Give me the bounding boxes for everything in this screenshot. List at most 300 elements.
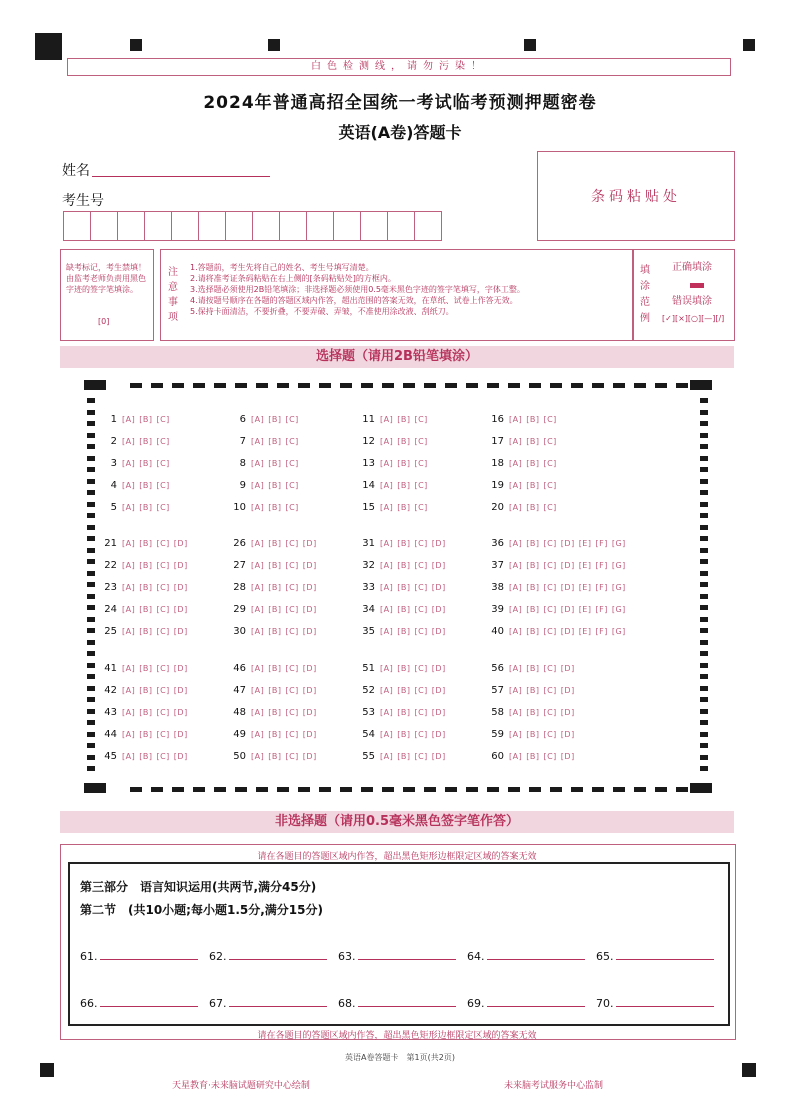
- timing-mark: [172, 383, 184, 388]
- answer-bubble[interactable]: [B]: [268, 708, 282, 717]
- answer-bubble[interactable]: [D]: [173, 686, 188, 695]
- student-id-cell[interactable]: [171, 211, 199, 241]
- answer-bubble[interactable]: [C]: [285, 459, 299, 468]
- answer-bubble[interactable]: [A]: [509, 605, 523, 614]
- answer-bubble[interactable]: [D]: [302, 686, 317, 695]
- answer-bubble[interactable]: [D]: [173, 539, 188, 548]
- answer-bubble[interactable]: [C]: [543, 459, 557, 468]
- answer-bubble[interactable]: [D]: [173, 605, 188, 614]
- answer-bubble[interactable]: [A]: [380, 561, 394, 570]
- answer-bubble[interactable]: [A]: [251, 481, 265, 490]
- answer-bubble[interactable]: [C]: [285, 561, 299, 570]
- answer-bubble[interactable]: [A]: [509, 415, 523, 424]
- student-id-cell[interactable]: [279, 211, 307, 241]
- blank-line[interactable]: [616, 949, 714, 960]
- answer-bubble[interactable]: [G]: [611, 539, 626, 548]
- answer-bubble[interactable]: [C]: [285, 730, 299, 739]
- blank-line[interactable]: [358, 996, 456, 1007]
- answer-bubble[interactable]: [A]: [380, 583, 394, 592]
- student-id-cell[interactable]: [117, 211, 145, 241]
- answer-bubble[interactable]: [C]: [543, 437, 557, 446]
- answer-bubble[interactable]: [A]: [380, 627, 394, 636]
- answer-bubble[interactable]: [B]: [397, 752, 411, 761]
- answer-bubble[interactable]: [A]: [122, 708, 136, 717]
- answer-bubble[interactable]: [C]: [414, 583, 428, 592]
- answer-bubble[interactable]: [C]: [156, 752, 170, 761]
- answer-bubble[interactable]: [B]: [397, 481, 411, 490]
- student-id-cell[interactable]: [144, 211, 172, 241]
- free-response-header: 非选择题（请用0.5毫米黑色签字笔作答）: [60, 811, 734, 833]
- answer-bubble[interactable]: [D]: [173, 627, 188, 636]
- answer-bubble[interactable]: [C]: [543, 627, 557, 636]
- answer-bubble[interactable]: [B]: [397, 415, 411, 424]
- question-49: [230, 729, 321, 740]
- answer-bubble[interactable]: [B]: [397, 583, 411, 592]
- answer-bubble[interactable]: [E]: [578, 605, 592, 614]
- answer-bubble[interactable]: [C]: [156, 583, 170, 592]
- blank-line[interactable]: [487, 996, 585, 1007]
- answer-bubble[interactable]: [A]: [251, 708, 265, 717]
- answer-bubble[interactable]: [B]: [397, 561, 411, 570]
- answer-bubble[interactable]: [B]: [397, 627, 411, 636]
- blank-line[interactable]: [487, 949, 585, 960]
- answer-bubble[interactable]: [A]: [251, 437, 265, 446]
- answer-bubble[interactable]: [B]: [526, 708, 540, 717]
- answer-bubble[interactable]: [A]: [380, 415, 394, 424]
- answer-bubble[interactable]: [B]: [268, 481, 282, 490]
- answer-bubble[interactable]: [B]: [526, 730, 540, 739]
- timing-mark: [700, 732, 708, 737]
- answer-bubble[interactable]: [C]: [543, 561, 557, 570]
- answer-bubble[interactable]: [C]: [285, 708, 299, 717]
- answer-bubble[interactable]: [B]: [139, 708, 153, 717]
- timing-mark: [700, 467, 708, 472]
- name-field[interactable]: [92, 160, 270, 177]
- answer-blank[interactable]: [338, 996, 456, 1010]
- answer-bubble[interactable]: [A]: [251, 730, 265, 739]
- answer-blank[interactable]: [80, 949, 198, 963]
- answer-bubble[interactable]: [D]: [560, 730, 575, 739]
- answer-bubble[interactable]: [D]: [560, 605, 575, 614]
- student-id-grid[interactable]: [63, 211, 441, 241]
- answer-bubble[interactable]: [C]: [285, 539, 299, 548]
- answer-bubble[interactable]: [A]: [122, 459, 136, 468]
- answer-blank[interactable]: [80, 996, 198, 1010]
- answer-bubble[interactable]: [G]: [611, 583, 626, 592]
- answer-bubble[interactable]: [B]: [397, 539, 411, 548]
- question-38: [488, 582, 630, 593]
- student-id-cell[interactable]: [90, 211, 118, 241]
- answer-bubble[interactable]: [D]: [302, 605, 317, 614]
- answer-bubble[interactable]: [C]: [414, 561, 428, 570]
- question-number: 9: [239, 480, 246, 491]
- blank-line[interactable]: [616, 996, 714, 1007]
- answer-bubble[interactable]: [B]: [268, 686, 282, 695]
- answer-bubble[interactable]: [A]: [122, 605, 136, 614]
- answer-bubble[interactable]: [A]: [251, 686, 265, 695]
- answer-bubble[interactable]: [D]: [560, 686, 575, 695]
- answer-bubble[interactable]: [G]: [611, 561, 626, 570]
- answer-bubble[interactable]: [B]: [397, 664, 411, 673]
- answer-bubble[interactable]: [C]: [543, 539, 557, 548]
- answer-bubble[interactable]: [B]: [526, 539, 540, 548]
- answer-bubble[interactable]: [C]: [156, 503, 170, 512]
- answer-bubble[interactable]: [A]: [122, 686, 136, 695]
- question-number: 15: [362, 502, 375, 513]
- answer-bubble[interactable]: [A]: [122, 583, 136, 592]
- answer-bubble[interactable]: [D]: [560, 539, 575, 548]
- answer-bubble[interactable]: [B]: [139, 481, 153, 490]
- answer-bubble[interactable]: [A]: [380, 686, 394, 695]
- answer-bubble[interactable]: [D]: [431, 708, 446, 717]
- answer-bubble[interactable]: [A]: [380, 459, 394, 468]
- answer-bubble[interactable]: [C]: [156, 415, 170, 424]
- answer-bubble[interactable]: [C]: [414, 481, 428, 490]
- answer-bubble[interactable]: [C]: [285, 664, 299, 673]
- student-id-cell[interactable]: [333, 211, 361, 241]
- answer-bubble[interactable]: [C]: [414, 415, 428, 424]
- answer-bubble[interactable]: [B]: [139, 415, 153, 424]
- answer-bubble[interactable]: [B]: [397, 503, 411, 512]
- answer-bubble[interactable]: [C]: [414, 708, 428, 717]
- answer-bubble[interactable]: [B]: [268, 605, 282, 614]
- answer-bubble[interactable]: [D]: [302, 664, 317, 673]
- registration-mark: [268, 39, 280, 51]
- blank-number: 68.: [338, 997, 356, 1010]
- answer-bubble[interactable]: [D]: [431, 605, 446, 614]
- answer-bubble[interactable]: [A]: [251, 561, 265, 570]
- answer-bubble[interactable]: [B]: [268, 730, 282, 739]
- answer-bubble[interactable]: [C]: [414, 437, 428, 446]
- answer-bubble[interactable]: [B]: [526, 481, 540, 490]
- answer-bubble[interactable]: [A]: [509, 481, 523, 490]
- answer-bubble[interactable]: [F]: [595, 605, 608, 614]
- answer-bubble[interactable]: [B]: [526, 459, 540, 468]
- answer-blank[interactable]: [209, 949, 327, 963]
- student-id-cell[interactable]: [387, 211, 415, 241]
- answer-bubble[interactable]: [A]: [380, 539, 394, 548]
- answer-bubble[interactable]: [B]: [526, 503, 540, 512]
- answer-bubble[interactable]: [B]: [526, 605, 540, 614]
- answer-bubble[interactable]: [B]: [139, 730, 153, 739]
- student-id-cell[interactable]: [414, 211, 442, 241]
- answer-bubble[interactable]: [C]: [285, 627, 299, 636]
- student-id-cell[interactable]: [63, 211, 91, 241]
- answer-bubble[interactable]: [C]: [285, 437, 299, 446]
- answer-bubble[interactable]: [C]: [156, 627, 170, 636]
- answer-bubble[interactable]: [C]: [543, 752, 557, 761]
- answer-bubble[interactable]: [A]: [380, 708, 394, 717]
- answer-bubble[interactable]: [F]: [595, 539, 608, 548]
- answer-bubble[interactable]: [B]: [139, 605, 153, 614]
- blank-number: 63.: [338, 950, 356, 963]
- answer-bubble[interactable]: [D]: [431, 752, 446, 761]
- answer-bubble[interactable]: [B]: [397, 708, 411, 717]
- answer-bubble[interactable]: [C]: [543, 664, 557, 673]
- answer-bubble[interactable]: [C]: [543, 730, 557, 739]
- answer-bubble[interactable]: [B]: [139, 503, 153, 512]
- question-45: [101, 751, 192, 762]
- answer-bubble[interactable]: [B]: [268, 627, 282, 636]
- question-32: [359, 560, 450, 571]
- answer-bubble[interactable]: [F]: [595, 561, 608, 570]
- answer-bubble[interactable]: [A]: [509, 627, 523, 636]
- answer-bubble[interactable]: [A]: [380, 503, 394, 512]
- student-id-cell[interactable]: [252, 211, 280, 241]
- answer-bubble[interactable]: [B]: [139, 583, 153, 592]
- answer-bubble[interactable]: [C]: [543, 686, 557, 695]
- answer-bubble[interactable]: [A]: [251, 459, 265, 468]
- answer-blank[interactable]: [467, 996, 585, 1010]
- answer-bubble[interactable]: [D]: [302, 752, 317, 761]
- answer-bubble[interactable]: [A]: [122, 437, 136, 446]
- student-id-cell[interactable]: [360, 211, 388, 241]
- answer-bubble[interactable]: [B]: [397, 605, 411, 614]
- answer-bubble[interactable]: [A]: [122, 481, 136, 490]
- answer-bubble[interactable]: [B]: [139, 459, 153, 468]
- absent-mark-bubble[interactable]: [0]: [98, 317, 110, 326]
- answer-bubble[interactable]: [G]: [611, 627, 626, 636]
- answer-bubble[interactable]: [A]: [251, 503, 265, 512]
- answer-bubble[interactable]: [B]: [526, 583, 540, 592]
- answer-bubble[interactable]: [A]: [251, 627, 265, 636]
- answer-bubble[interactable]: [A]: [251, 752, 265, 761]
- answer-bubble[interactable]: [A]: [122, 730, 136, 739]
- answer-bubble[interactable]: [A]: [509, 752, 523, 761]
- answer-bubble[interactable]: [A]: [251, 583, 265, 592]
- answer-bubble[interactable]: [C]: [285, 583, 299, 592]
- answer-bubble[interactable]: [A]: [380, 437, 394, 446]
- answer-bubble[interactable]: [B]: [526, 561, 540, 570]
- answer-bubble[interactable]: [D]: [560, 627, 575, 636]
- question-55: [359, 751, 450, 762]
- answer-bubble[interactable]: [D]: [173, 752, 188, 761]
- answer-bubble[interactable]: [A]: [251, 415, 265, 424]
- answer-area-note-top: 请在各题目的答题区域内作答，超出黑色矩形边框限定区域的答案无效: [257, 852, 537, 862]
- answer-bubble[interactable]: [F]: [595, 627, 608, 636]
- answer-bubble[interactable]: [A]: [122, 415, 136, 424]
- answer-bubble[interactable]: [D]: [173, 583, 188, 592]
- answer-bubble[interactable]: [A]: [509, 583, 523, 592]
- answer-bubble[interactable]: [G]: [611, 605, 626, 614]
- answer-bubble[interactable]: [C]: [285, 415, 299, 424]
- timing-mark: [403, 787, 415, 792]
- answer-bubble[interactable]: [B]: [526, 627, 540, 636]
- answer-bubble[interactable]: [A]: [380, 605, 394, 614]
- answer-bubble[interactable]: [C]: [414, 730, 428, 739]
- answer-bubble[interactable]: [D]: [560, 708, 575, 717]
- student-id-cell[interactable]: [198, 211, 226, 241]
- answer-bubble[interactable]: [A]: [380, 664, 394, 673]
- answer-bubble[interactable]: [C]: [414, 686, 428, 695]
- answer-bubble[interactable]: [A]: [509, 730, 523, 739]
- answer-blank[interactable]: [596, 949, 714, 963]
- answer-bubble[interactable]: [B]: [526, 752, 540, 761]
- answer-bubble[interactable]: [E]: [578, 627, 592, 636]
- answer-bubble[interactable]: [C]: [156, 730, 170, 739]
- answer-bubble[interactable]: [C]: [414, 605, 428, 614]
- answer-bubble[interactable]: [A]: [122, 627, 136, 636]
- answer-bubble[interactable]: [B]: [268, 437, 282, 446]
- answer-bubble[interactable]: [B]: [139, 437, 153, 446]
- answer-bubble[interactable]: [A]: [509, 664, 523, 673]
- answer-bubble[interactable]: [C]: [543, 605, 557, 614]
- answer-bubble[interactable]: [A]: [251, 664, 265, 673]
- answer-bubble[interactable]: [A]: [509, 503, 523, 512]
- timing-mark: [655, 383, 667, 388]
- answer-bubble[interactable]: [D]: [431, 664, 446, 673]
- answer-blank[interactable]: [596, 996, 714, 1010]
- answer-bubble[interactable]: [D]: [302, 583, 317, 592]
- answer-bubble[interactable]: [C]: [285, 686, 299, 695]
- answer-bubble[interactable]: [D]: [302, 708, 317, 717]
- answer-bubble[interactable]: [D]: [173, 730, 188, 739]
- answer-bubble[interactable]: [C]: [543, 481, 557, 490]
- answer-bubble[interactable]: [C]: [543, 415, 557, 424]
- answer-bubble[interactable]: [A]: [122, 539, 136, 548]
- answer-bubble[interactable]: [B]: [397, 730, 411, 739]
- timing-mark: [214, 787, 226, 792]
- answer-blank[interactable]: [338, 949, 456, 963]
- answer-bubble[interactable]: [D]: [431, 583, 446, 592]
- timing-mark: [87, 444, 95, 449]
- answer-bubble[interactable]: [B]: [139, 627, 153, 636]
- answer-bubble[interactable]: [B]: [268, 664, 282, 673]
- answer-bubble[interactable]: [B]: [397, 437, 411, 446]
- answer-bubble[interactable]: [C]: [156, 459, 170, 468]
- answer-bubble[interactable]: [B]: [268, 561, 282, 570]
- answer-bubble[interactable]: [E]: [578, 583, 592, 592]
- answer-bubble[interactable]: [C]: [156, 561, 170, 570]
- answer-bubble[interactable]: [A]: [122, 503, 136, 512]
- answer-bubble[interactable]: [A]: [509, 459, 523, 468]
- answer-bubble[interactable]: [C]: [156, 708, 170, 717]
- answer-bubble[interactable]: [D]: [302, 627, 317, 636]
- answer-bubble[interactable]: [C]: [285, 752, 299, 761]
- blank-line[interactable]: [100, 996, 198, 1007]
- answer-bubble[interactable]: [A]: [122, 664, 136, 673]
- answer-bubble[interactable]: [B]: [268, 415, 282, 424]
- answer-bubble[interactable]: [C]: [414, 539, 428, 548]
- answer-bubble[interactable]: [B]: [268, 583, 282, 592]
- answer-bubble[interactable]: [A]: [380, 730, 394, 739]
- answer-bubble[interactable]: [C]: [414, 664, 428, 673]
- answer-bubble[interactable]: [D]: [173, 708, 188, 717]
- question-number: 45: [104, 751, 117, 762]
- answer-bubble[interactable]: [D]: [431, 686, 446, 695]
- answer-bubble[interactable]: [D]: [302, 561, 317, 570]
- answer-bubble[interactable]: [C]: [285, 605, 299, 614]
- answer-bubble[interactable]: [B]: [139, 664, 153, 673]
- answer-bubble[interactable]: [A]: [509, 539, 523, 548]
- answer-bubble[interactable]: [B]: [139, 539, 153, 548]
- answer-bubble[interactable]: [A]: [380, 752, 394, 761]
- answer-bubble[interactable]: [A]: [380, 481, 394, 490]
- student-id-cell[interactable]: [306, 211, 334, 241]
- answer-bubble[interactable]: [D]: [302, 730, 317, 739]
- answer-bubble[interactable]: [B]: [139, 561, 153, 570]
- answer-bubble[interactable]: [C]: [156, 481, 170, 490]
- answer-bubble[interactable]: [B]: [397, 686, 411, 695]
- answer-bubble[interactable]: [E]: [578, 561, 592, 570]
- answer-bubble[interactable]: [C]: [414, 459, 428, 468]
- answer-blank[interactable]: [467, 949, 585, 963]
- answer-bubble[interactable]: [B]: [139, 752, 153, 761]
- answer-bubble[interactable]: [B]: [526, 437, 540, 446]
- answer-bubble[interactable]: [C]: [156, 686, 170, 695]
- question-41: [101, 663, 192, 674]
- answer-bubble[interactable]: [D]: [431, 627, 446, 636]
- answer-bubble[interactable]: [C]: [156, 664, 170, 673]
- answer-bubble[interactable]: [C]: [543, 503, 557, 512]
- answer-bubble[interactable]: [C]: [414, 503, 428, 512]
- answer-bubble[interactable]: [C]: [156, 605, 170, 614]
- answer-bubble[interactable]: [D]: [173, 561, 188, 570]
- answer-bubble[interactable]: [B]: [139, 686, 153, 695]
- answer-bubble[interactable]: [A]: [122, 752, 136, 761]
- question-number: 42: [104, 685, 117, 696]
- answer-bubble[interactable]: [D]: [560, 583, 575, 592]
- answer-bubble[interactable]: [A]: [509, 561, 523, 570]
- answer-bubble[interactable]: [B]: [268, 539, 282, 548]
- answer-bubble[interactable]: [A]: [251, 539, 265, 548]
- answer-bubble[interactable]: [E]: [578, 539, 592, 548]
- answer-bubble[interactable]: [C]: [543, 583, 557, 592]
- answer-bubble[interactable]: [D]: [560, 752, 575, 761]
- answer-bubble[interactable]: [B]: [268, 503, 282, 512]
- blank-line[interactable]: [100, 949, 198, 960]
- answer-bubble[interactable]: [B]: [268, 752, 282, 761]
- multiple-choice-header: 选择题（请用2B铅笔填涂）: [60, 346, 734, 368]
- answer-bubble[interactable]: [C]: [414, 752, 428, 761]
- timing-mark: [87, 548, 95, 553]
- answer-bubble[interactable]: [B]: [526, 664, 540, 673]
- answer-bubble[interactable]: [C]: [156, 437, 170, 446]
- answer-bubble[interactable]: [D]: [431, 730, 446, 739]
- answer-bubble[interactable]: [D]: [560, 561, 575, 570]
- answer-bubble[interactable]: [A]: [509, 708, 523, 717]
- answer-bubble[interactable]: [B]: [526, 415, 540, 424]
- answer-bubble[interactable]: [C]: [285, 481, 299, 490]
- answer-bubble[interactable]: [A]: [251, 605, 265, 614]
- question-number: 16: [491, 414, 504, 425]
- answer-bubble[interactable]: [F]: [595, 583, 608, 592]
- blank-line[interactable]: [229, 996, 327, 1007]
- answer-bubble[interactable]: [B]: [397, 459, 411, 468]
- answer-bubble[interactable]: [D]: [431, 539, 446, 548]
- answer-bubble[interactable]: [D]: [431, 561, 446, 570]
- blank-line[interactable]: [358, 949, 456, 960]
- timing-mark: [87, 559, 95, 564]
- answer-blank[interactable]: [209, 996, 327, 1010]
- student-id-cell[interactable]: [225, 211, 253, 241]
- blank-line[interactable]: [229, 949, 327, 960]
- answer-bubble[interactable]: [C]: [156, 539, 170, 548]
- answer-bubble[interactable]: [D]: [302, 539, 317, 548]
- answer-bubble[interactable]: [C]: [414, 627, 428, 636]
- answer-bubble[interactable]: [A]: [509, 437, 523, 446]
- answer-bubble[interactable]: [A]: [509, 686, 523, 695]
- question-3: [101, 458, 174, 469]
- answer-bubble[interactable]: [B]: [526, 686, 540, 695]
- answer-bubble[interactable]: [D]: [560, 664, 575, 673]
- answer-bubble[interactable]: [C]: [543, 708, 557, 717]
- answer-bubble[interactable]: [D]: [173, 664, 188, 673]
- answer-bubble[interactable]: [A]: [122, 561, 136, 570]
- exam-title: 2024年普通高招全国统一考试临考预测押题密卷: [203, 93, 597, 113]
- answer-bubble[interactable]: [B]: [268, 459, 282, 468]
- answer-bubble[interactable]: [C]: [285, 503, 299, 512]
